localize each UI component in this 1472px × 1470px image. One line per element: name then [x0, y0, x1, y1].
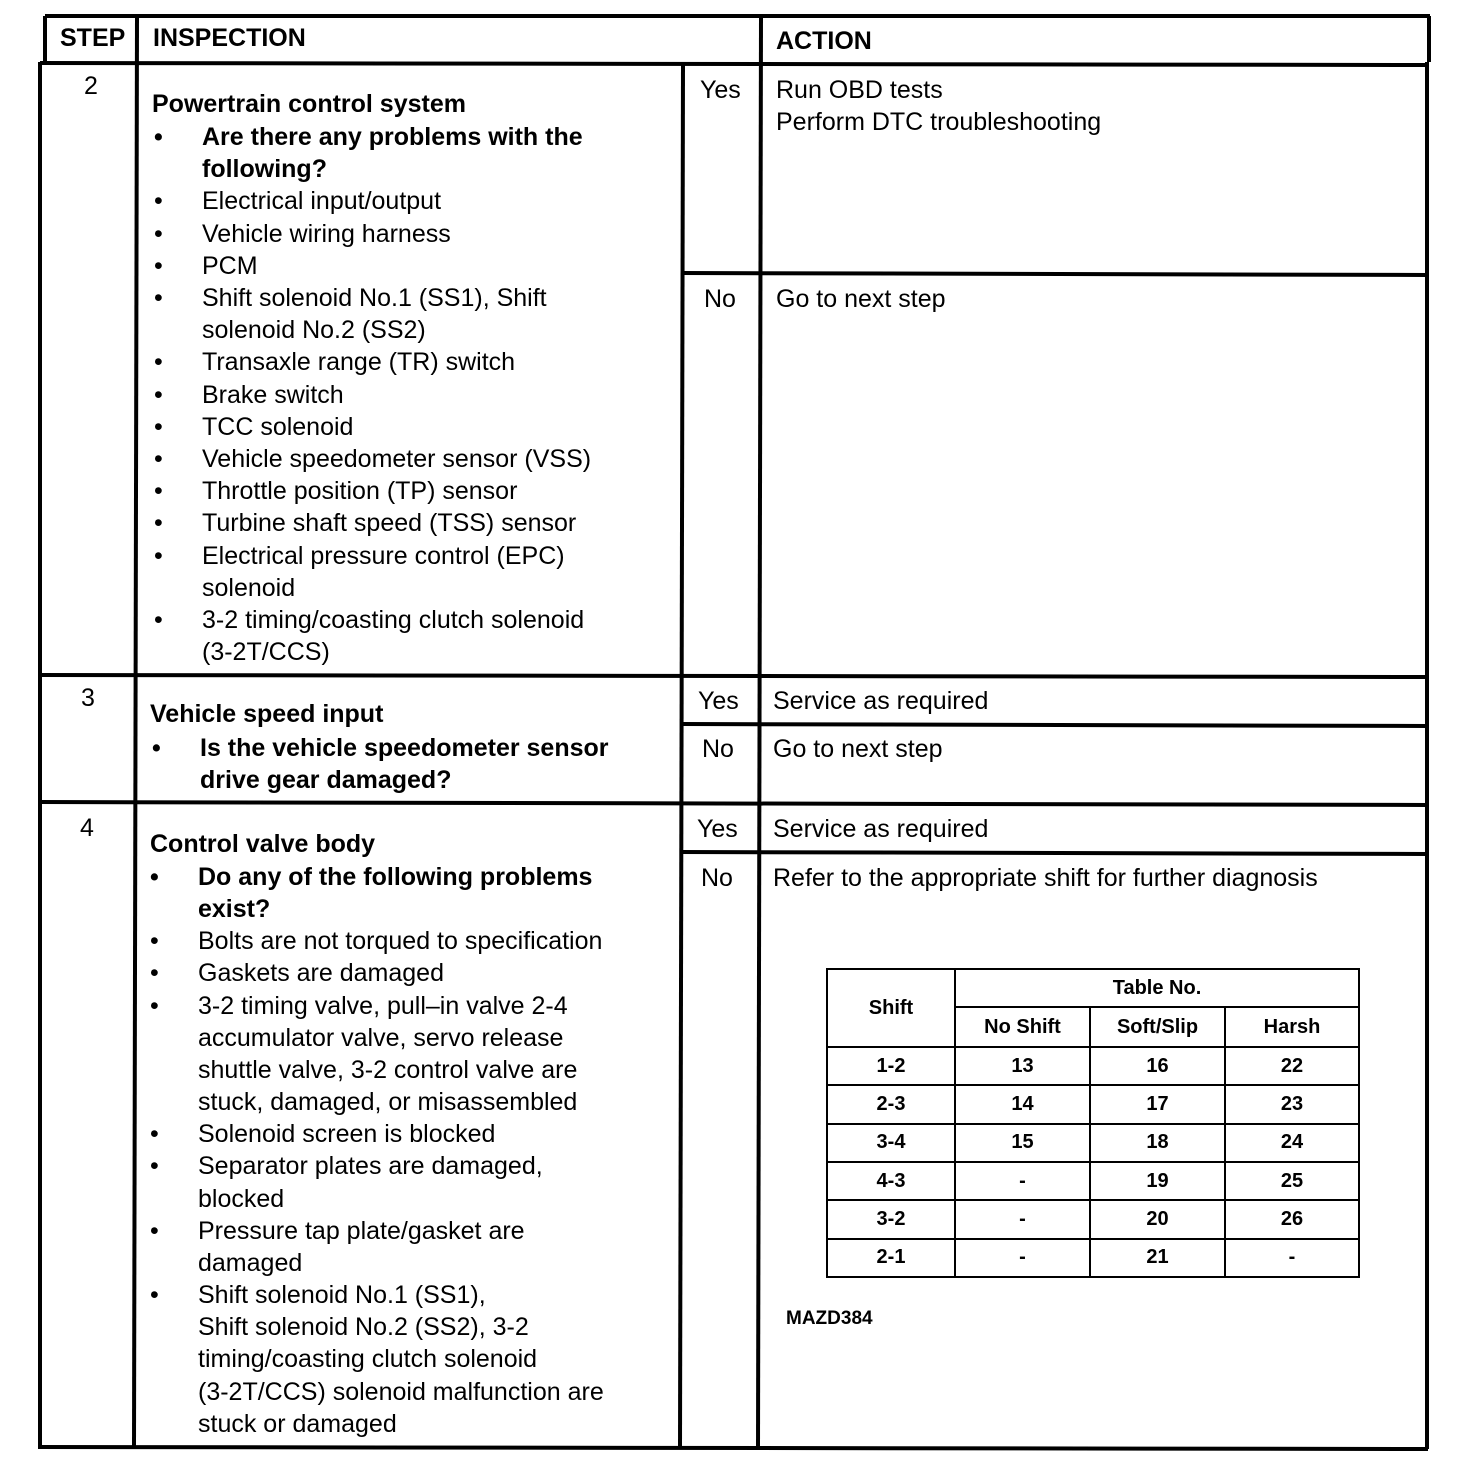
sub-header-harsh: Harsh	[1225, 1007, 1359, 1047]
list-item: • Do any of the following problems exist?	[150, 861, 604, 925]
list-item: • Transaxle range (TR) switch	[154, 346, 591, 378]
list-item: • Vehicle wiring harness	[154, 218, 591, 250]
figure-label: MAZD384	[786, 1308, 873, 1329]
inspection-list	[154, 121, 591, 668]
table-no-header: Table No.	[955, 969, 1359, 1007]
sub-header-soft-slip: Soft/Slip	[1090, 1007, 1225, 1047]
header-action: ACTION	[776, 27, 872, 55]
yes-action: Service as required	[773, 687, 989, 715]
header-step: STEP	[60, 24, 126, 52]
inspection-title: Powertrain control system	[152, 90, 466, 118]
inspection-list	[152, 732, 609, 796]
table-row: 4-3 - 19 25	[827, 1162, 1359, 1200]
yes-label: Yes	[697, 815, 738, 843]
list-item: • Gaskets are damaged	[150, 957, 604, 989]
step-number: 2	[84, 72, 98, 100]
list-item: • Bolts are not torqued to specification	[150, 925, 604, 957]
list-item: • Vehicle speedometer sensor (VSS)	[154, 443, 591, 475]
list-item: • Separator plates are damaged, blocked	[150, 1150, 604, 1214]
list-item: • Electrical pressure control (EPC) solenoid	[154, 540, 591, 604]
sub-header-no-shift: No Shift	[955, 1007, 1090, 1047]
list-item: • Pressure tap plate/gasket are damaged	[150, 1215, 604, 1279]
list-item: • TCC solenoid	[154, 411, 591, 443]
no-action: Go to next step	[776, 285, 946, 313]
yes-label: Yes	[698, 687, 739, 715]
table-row: 1-2 13 16 22	[827, 1047, 1359, 1085]
list-item: • Throttle position (TP) sensor	[154, 475, 591, 507]
list-item: • Is the vehicle speedometer sensor drive gear damaged?	[152, 732, 609, 796]
shift-column-header: Shift	[827, 969, 955, 1047]
step-number: 4	[80, 814, 94, 842]
no-action: Refer to the appropriate shift for further diagnosis	[773, 864, 1318, 892]
list-item: • 3-2 timing/coasting clutch solenoid (3-2T/CCS)	[154, 604, 591, 668]
list-item: • Shift solenoid No.1 (SS1), Shift solenoid No.2 (SS2), 3-2 timing/coasting clutch solenoid (3-2T/CCS) solenoid malfunction are stuck or damaged	[150, 1279, 604, 1440]
no-label: No	[701, 864, 733, 892]
inspection-list	[150, 861, 604, 1440]
list-item: • Turbine shaft speed (TSS) sensor	[154, 507, 591, 539]
step-number: 3	[81, 684, 95, 712]
list-item: • PCM	[154, 250, 591, 282]
yes-action: Service as required	[773, 815, 989, 843]
inspection-title: Vehicle speed input	[150, 700, 384, 728]
no-label: No	[702, 735, 734, 763]
list-item: • Solenoid screen is blocked	[150, 1118, 604, 1150]
yes-action: Run OBD tests Perform DTC troubleshooting	[776, 76, 1102, 136]
table-row: 3-2 - 20 26	[827, 1200, 1359, 1238]
table-row: 3-4 15 18 24	[827, 1124, 1359, 1162]
list-item: • Brake switch	[154, 379, 591, 411]
list-item: • Electrical input/output	[154, 185, 591, 217]
no-action: Go to next step	[773, 735, 943, 763]
inspection-title: Control valve body	[150, 830, 376, 858]
header-inspection: INSPECTION	[153, 24, 306, 52]
no-label: No	[704, 285, 736, 313]
list-item: • Shift solenoid No.1 (SS1), Shift solenoid No.2 (SS2)	[154, 282, 591, 346]
table-row: 2-3 14 17 23	[827, 1085, 1359, 1123]
yes-label: Yes	[700, 76, 741, 104]
list-item: • 3-2 timing valve, pull–in valve 2-4 accumulator valve, servo release shuttle valve, 3-2 control valve are stuck, damaged, or misassembled	[150, 990, 604, 1119]
list-item: • Are there any problems with the following?	[154, 121, 591, 185]
shift-table	[826, 968, 1360, 1278]
table-row: 2-1 - 21 -	[827, 1239, 1359, 1277]
